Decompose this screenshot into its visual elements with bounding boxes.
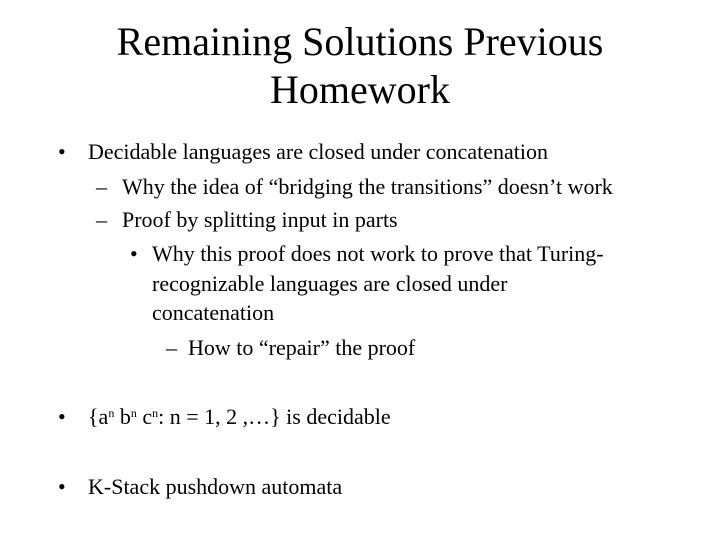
- dash-marker: –: [96, 174, 107, 199]
- subsub-line-2: recognizable languages are closed under: [152, 271, 508, 296]
- dash-marker: –: [166, 335, 177, 360]
- expr-open: {a: [88, 404, 109, 429]
- expr-b: b: [114, 404, 131, 429]
- bullet-marker: •: [130, 241, 138, 266]
- subsub-line-3: concatenation: [152, 300, 275, 325]
- sub-bullet-splitting: Proof by splitting input in parts: [122, 207, 398, 232]
- bullet-marker: •: [58, 139, 66, 164]
- bullet-marker: •: [58, 404, 66, 429]
- slide-title: [0, 18, 720, 114]
- exponent-n: n: [152, 406, 159, 420]
- bullet-decidable-concatenation: Decidable languages are closed under concatenation: [88, 139, 548, 164]
- subsub-line-1: Why this proof does not work to prove that Turing-: [152, 241, 604, 266]
- dash-marker: –: [96, 207, 107, 232]
- subsubsub-repair: How to “repair” the proof: [188, 335, 416, 360]
- bullet-language-decidable: [88, 404, 391, 430]
- sub-bullet-bridging: Why the idea of “bridging the transitions” doesn’t work: [122, 174, 613, 199]
- exponent-n: n: [130, 406, 137, 420]
- bullet-marker: •: [58, 474, 66, 499]
- title-line-1: Remaining Solutions Previous: [116, 19, 604, 64]
- expr-rest: : n = 1, 2 ,…} is decidable: [158, 404, 391, 429]
- title-line-2: Homework: [270, 67, 450, 112]
- bullet-k-stack: K-Stack pushdown automata: [88, 474, 343, 499]
- exponent-n: n: [108, 406, 115, 420]
- expr-c: c: [136, 404, 153, 429]
